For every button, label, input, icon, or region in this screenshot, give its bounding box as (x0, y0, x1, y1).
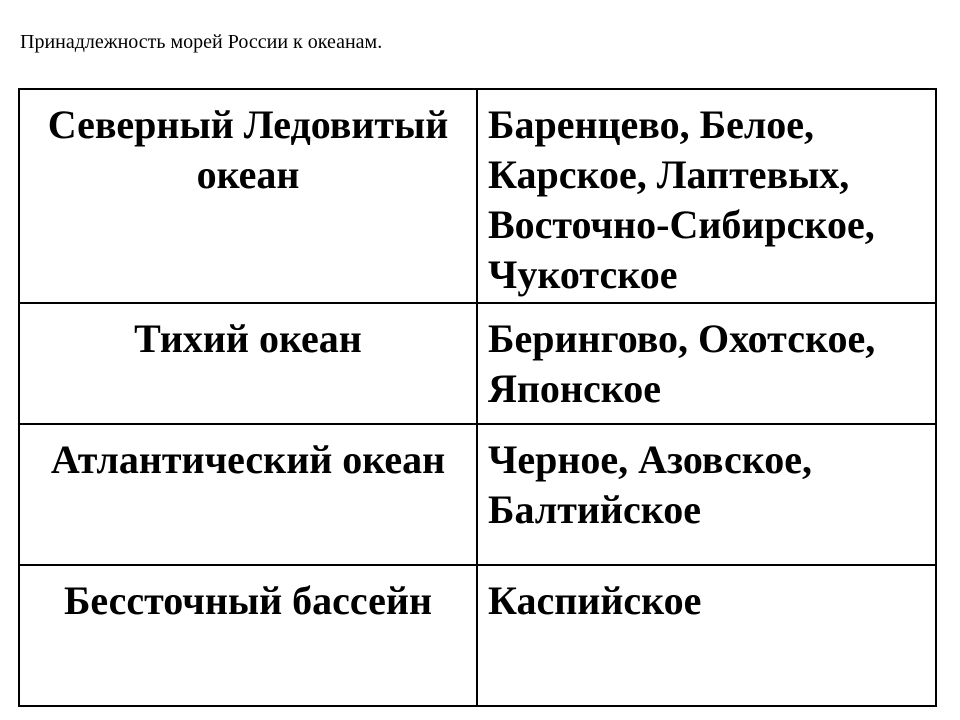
table-row-atlantic (19, 424, 936, 565)
page-caption: Принадлежность морей России к океанам. (20, 31, 383, 53)
table-row-arctic (19, 89, 936, 303)
table-row-pacific (19, 303, 936, 424)
ocean-seas-table (18, 88, 937, 707)
seas-cell: Баренцево, Белое, Карское, Лаптевых, Восточно-Сибирское, Чукотское (477, 89, 936, 303)
seas-cell: Берингово, Охотское, Японское (477, 303, 936, 424)
seas-cell: Черное, Азовское, Балтийское (477, 424, 936, 565)
ocean-cell: Северный Ледовитый океан (19, 89, 477, 303)
seas-cell: Каспийское (477, 565, 936, 706)
ocean-cell: Атлантический океан (19, 424, 477, 565)
ocean-cell: Тихий океан (19, 303, 477, 424)
ocean-cell: Бессточный бассейн (19, 565, 477, 706)
table-row-endorheic (19, 565, 936, 706)
